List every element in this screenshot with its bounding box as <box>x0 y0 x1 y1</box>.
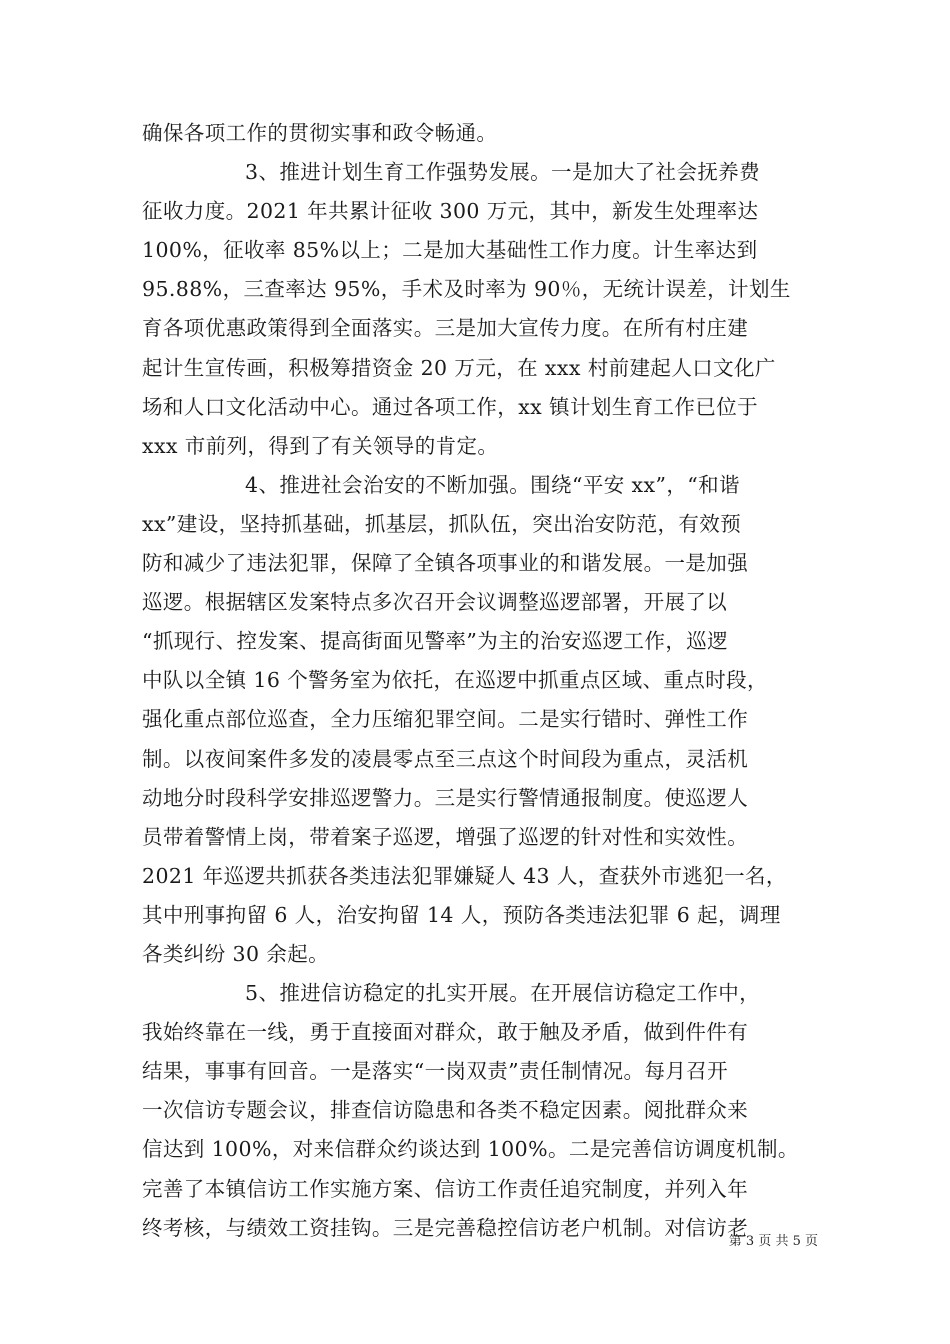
page-number-footer: 第 3 页 共 5 页 <box>728 1234 818 1249</box>
text-line: 终考核，与绩效工资挂钩。三是完善稳控信访老户机制。对信访老 <box>142 1215 749 1240</box>
text-line: 动地分时段科学安排巡逻警力。三是实行警情通报制度。使巡逻人 <box>142 785 749 810</box>
text-line: 结果，事事有回音。一是落实“一岗双责”责任制情况。每月召开 <box>142 1059 729 1084</box>
paragraph-4-first-line: 4、推进社会治安的不断加强。围绕“平安 xx”，“和谐 <box>245 472 740 497</box>
text-line: 强化重点部位巡查，全力压缩犯罪空间。二是实行错时、弹性工作 <box>142 707 749 732</box>
text-line: 起计生宣传画，积极筹措资金 20 万元，在 xxx 村前建起人口文化广 <box>142 355 776 380</box>
text-line: 征收力度。2021 年共累计征收 300 万元，其中，新发生处理率达 <box>142 199 759 224</box>
text-line: xxx 市前列，得到了有关领导的肯定。 <box>142 433 499 458</box>
text-line: 其中刑事拘留 6 人，治安拘留 14 人，预防各类违法犯罪 6 起，调理 <box>142 902 781 927</box>
text-line: 育各项优惠政策得到全面落实。三是加大宣传力度。在所有村庄建 <box>142 316 749 341</box>
text-line: 巡逻。根据辖区发案特点多次召开会议调整巡逻部署，开展了以 <box>142 590 728 615</box>
text-line: 各类纠纷 30 余起。 <box>142 941 330 966</box>
text-line: 确保各项工作的贯彻实事和政令畅通。 <box>142 121 498 145</box>
text-line: 100%，征收率 85%以上；二是加大基础性工作力度。计生率达到 <box>142 238 758 263</box>
text-line: 场和人口文化活动中心。通过各项工作，xx 镇计划生育工作已位于 <box>142 394 759 419</box>
text-line: 2021 年巡逻共抓获各类违法犯罪嫌疑人 43 人，查获外市逃犯一名， <box>142 863 787 888</box>
text-line: 完善了本镇信访工作实施方案、信访工作责任追究制度，并列入年 <box>142 1176 749 1201</box>
paragraph-3-first-line: 3、推进计划生育工作强势发展。一是加大了社会抚养费 <box>245 160 761 185</box>
text-line: “抓现行、控发案、提高街面见警率”为主的治安巡逻工作，巡逻 <box>142 629 729 654</box>
paragraph-5-first-line: 5、推进信访稳定的扎实开展。在开展信访稳定工作中， <box>245 981 761 1006</box>
text-line: 95.88%，三查率达 95%，手术及时率为 90％，无统计误差，计划生 <box>142 277 791 302</box>
document-body <box>142 114 818 1248</box>
text-line: 信达到 100%，对来信群众约谈达到 100%。二是完善信访调度机制。 <box>142 1137 799 1162</box>
text-line: 一次信访专题会议，排查信访隐患和各类不稳定因素。阅批群众来 <box>142 1098 749 1123</box>
text-line: 中队以全镇 16 个警务室为依托，在巡逻中抓重点区域、重点时段， <box>142 668 768 693</box>
text-line: 员带着警情上岗，带着案子巡逻，增强了巡逻的针对性和实效性。 <box>142 824 749 849</box>
text-line: 防和减少了违法犯罪，保障了全镇各项事业的和谐发展。一是加强 <box>142 551 749 576</box>
text-line: xx”建设，坚持抓基础，抓基层，抓队伍，突出治安防范，有效预 <box>142 511 742 536</box>
text-line: 制。以夜间案件多发的凌晨零点至三点这个时间段为重点，灵活机 <box>142 746 749 771</box>
text-line: 我始终靠在一线，勇于直接面对群众，敢于触及矛盾，做到件件有 <box>142 1020 749 1045</box>
